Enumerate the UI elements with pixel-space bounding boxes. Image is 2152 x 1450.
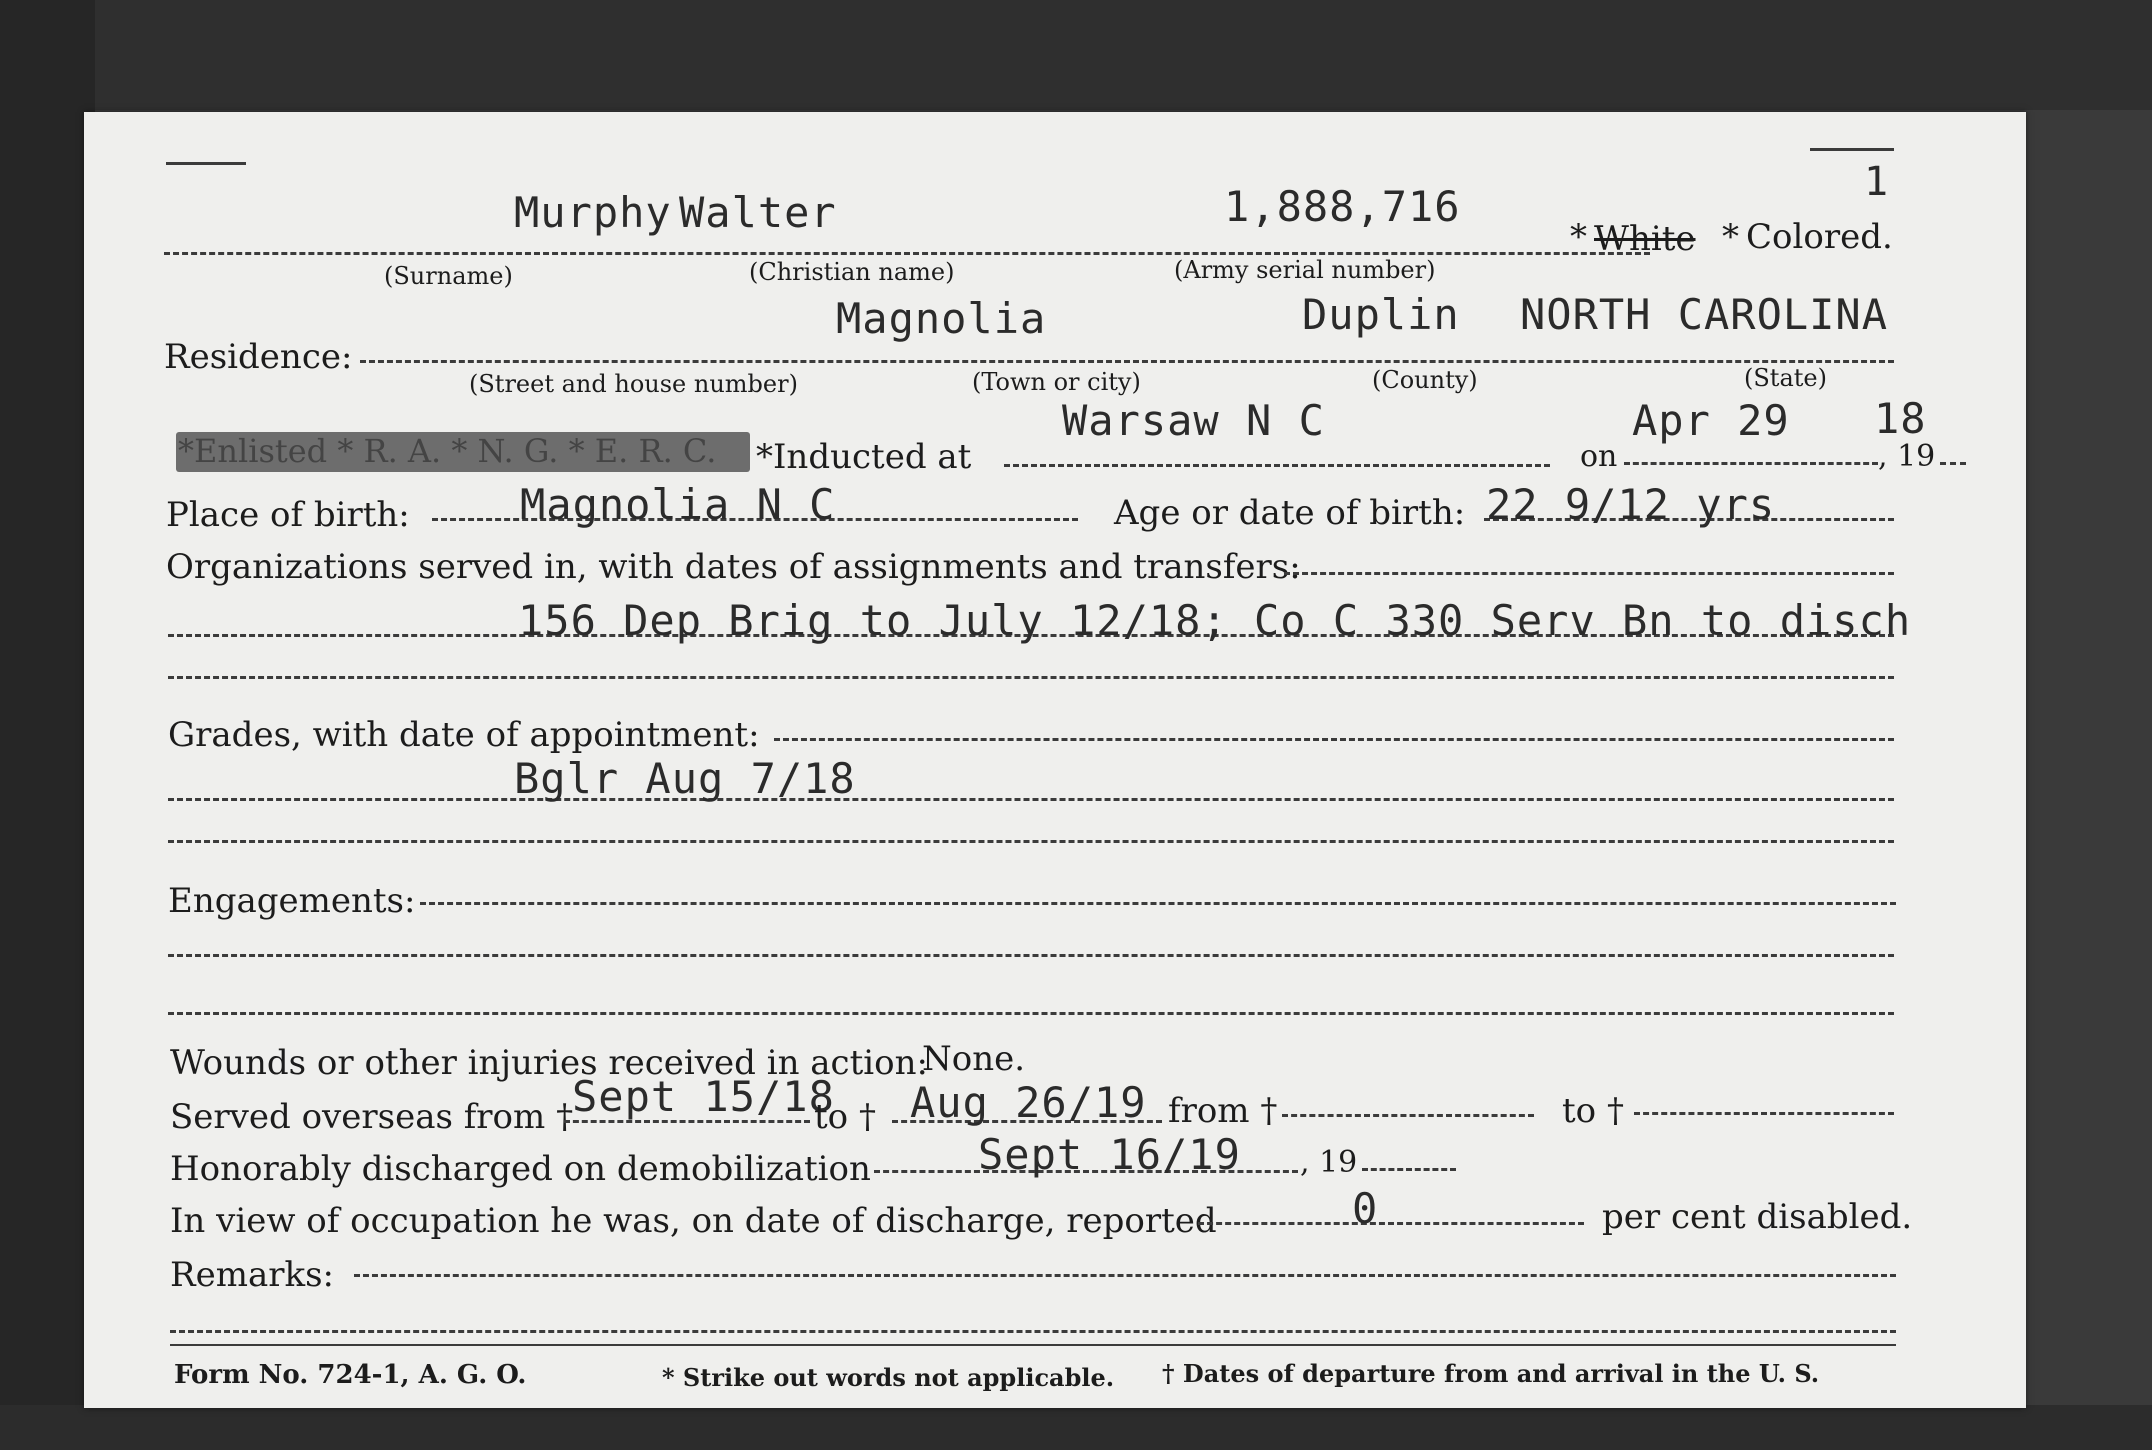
surname-value: Murphy xyxy=(514,188,672,237)
form-number: Form No. 724-1, A. G. O. xyxy=(174,1360,527,1390)
overseas-to-label: to † xyxy=(814,1097,876,1137)
discharge-label: Honorably discharged on demobilization xyxy=(170,1149,871,1189)
age-value: 22 9/12 yrs xyxy=(1486,480,1776,529)
grades-line-1 xyxy=(168,798,1894,801)
race-colored-marker: * xyxy=(1722,217,1739,257)
engagements-line-1 xyxy=(420,902,1896,905)
engagements-line-2 xyxy=(168,954,1894,957)
background-bottom xyxy=(0,1405,2152,1450)
background-top xyxy=(0,0,2152,110)
overseas-to-value: Aug 26/19 xyxy=(910,1078,1147,1127)
surname-caption: (Surname) xyxy=(384,262,513,290)
town-caption: (Town or city) xyxy=(972,368,1141,396)
remarks-line-2 xyxy=(170,1330,1896,1333)
top-left-rule xyxy=(166,162,246,165)
street-caption: (Street and house number) xyxy=(469,370,798,398)
state-caption: (State) xyxy=(1744,364,1827,392)
race-colored-option: Colored. xyxy=(1746,217,1893,257)
engagements-label: Engagements: xyxy=(168,881,416,921)
year-prefix: , 19 xyxy=(1878,439,1936,474)
disability-value: 0 xyxy=(1352,1184,1379,1233)
inducted-place-value: Warsaw N C xyxy=(1062,396,1325,445)
discharge-year-line xyxy=(1362,1168,1456,1171)
overseas-label: Served overseas from † xyxy=(170,1097,574,1137)
wounds-label: Wounds or other injuries received in action: xyxy=(170,1043,928,1083)
county-value: Duplin xyxy=(1302,290,1460,339)
on-label: on xyxy=(1580,439,1618,474)
grades-line-2 xyxy=(168,840,1894,843)
wounds-value: None. xyxy=(922,1039,1026,1079)
grades-label-line xyxy=(774,738,1894,741)
inducted-line xyxy=(1004,464,1550,467)
footer-rule xyxy=(170,1344,1896,1346)
overseas-to-label-2: to † xyxy=(1562,1091,1624,1131)
overseas-from-line-2 xyxy=(1282,1114,1534,1117)
place-of-birth-value: Magnolia N C xyxy=(520,480,836,529)
background-left-band xyxy=(0,0,95,1450)
overseas-to-line-2 xyxy=(1634,1112,1894,1115)
remarks-label: Remarks: xyxy=(170,1255,334,1295)
year-line xyxy=(1940,462,1966,465)
top-right-rule xyxy=(1810,148,1894,151)
organizations-label: Organizations served in, with dates of assignments and transfers: xyxy=(166,547,1301,587)
organizations-label-line xyxy=(1284,572,1894,575)
inducted-label: *Inducted at xyxy=(756,437,972,477)
grades-value: Bglr Aug 7/18 xyxy=(514,754,856,803)
organizations-line-2 xyxy=(168,676,1894,679)
serial-number-value: 1,888,716 xyxy=(1224,182,1461,231)
disability-line xyxy=(1198,1222,1584,1225)
strike-note: * Strike out words not applicable. xyxy=(662,1363,1115,1392)
residence-line xyxy=(360,360,1894,363)
disability-suffix: per cent disabled. xyxy=(1602,1197,1913,1237)
service-record-card xyxy=(84,112,2026,1408)
race-white-marker: * xyxy=(1570,217,1587,257)
card-number: 1 xyxy=(1864,159,1890,205)
christian-name-value: Walter xyxy=(679,188,837,237)
engagements-line-3 xyxy=(168,1012,1894,1015)
residence-label: Residence: xyxy=(164,337,353,377)
overseas-from-value: Sept 15/18 xyxy=(572,1072,835,1121)
serial-number-caption: (Army serial number) xyxy=(1174,256,1436,284)
induction-date-value: Apr 29 xyxy=(1632,396,1790,445)
race-white-option: White xyxy=(1594,219,1696,259)
induction-year-value: 18 xyxy=(1874,394,1927,443)
discharge-year-label: , 19 xyxy=(1300,1145,1358,1180)
dates-note: † Dates of departure from and arrival in the U. S. xyxy=(1162,1359,1820,1388)
discharge-date-value: Sept 16/19 xyxy=(978,1130,1241,1179)
town-value: Magnolia xyxy=(836,294,1047,343)
overseas-from-label-2: from † xyxy=(1168,1091,1278,1131)
county-caption: (County) xyxy=(1372,366,1478,394)
christian-name-caption: (Christian name) xyxy=(749,258,955,286)
disability-label: In view of occupation he was, on date of discharge, reported xyxy=(170,1201,1217,1241)
struck-enlistment-options: *Enlisted * R. A. * N. G. * E. R. C. xyxy=(176,432,750,472)
name-line xyxy=(164,252,1650,255)
age-label: Age or date of birth: xyxy=(1114,493,1466,533)
state-value: NORTH CAROLINA xyxy=(1520,290,1889,339)
place-of-birth-label: Place of birth: xyxy=(166,495,410,535)
organizations-value: 156 Dep Brig to July 12/18; Co C 330 Serv Bn to disch xyxy=(518,596,1912,645)
induction-date-line xyxy=(1624,462,1878,465)
grades-label: Grades, with date of appointment: xyxy=(168,715,760,755)
remarks-line-1 xyxy=(354,1274,1896,1277)
